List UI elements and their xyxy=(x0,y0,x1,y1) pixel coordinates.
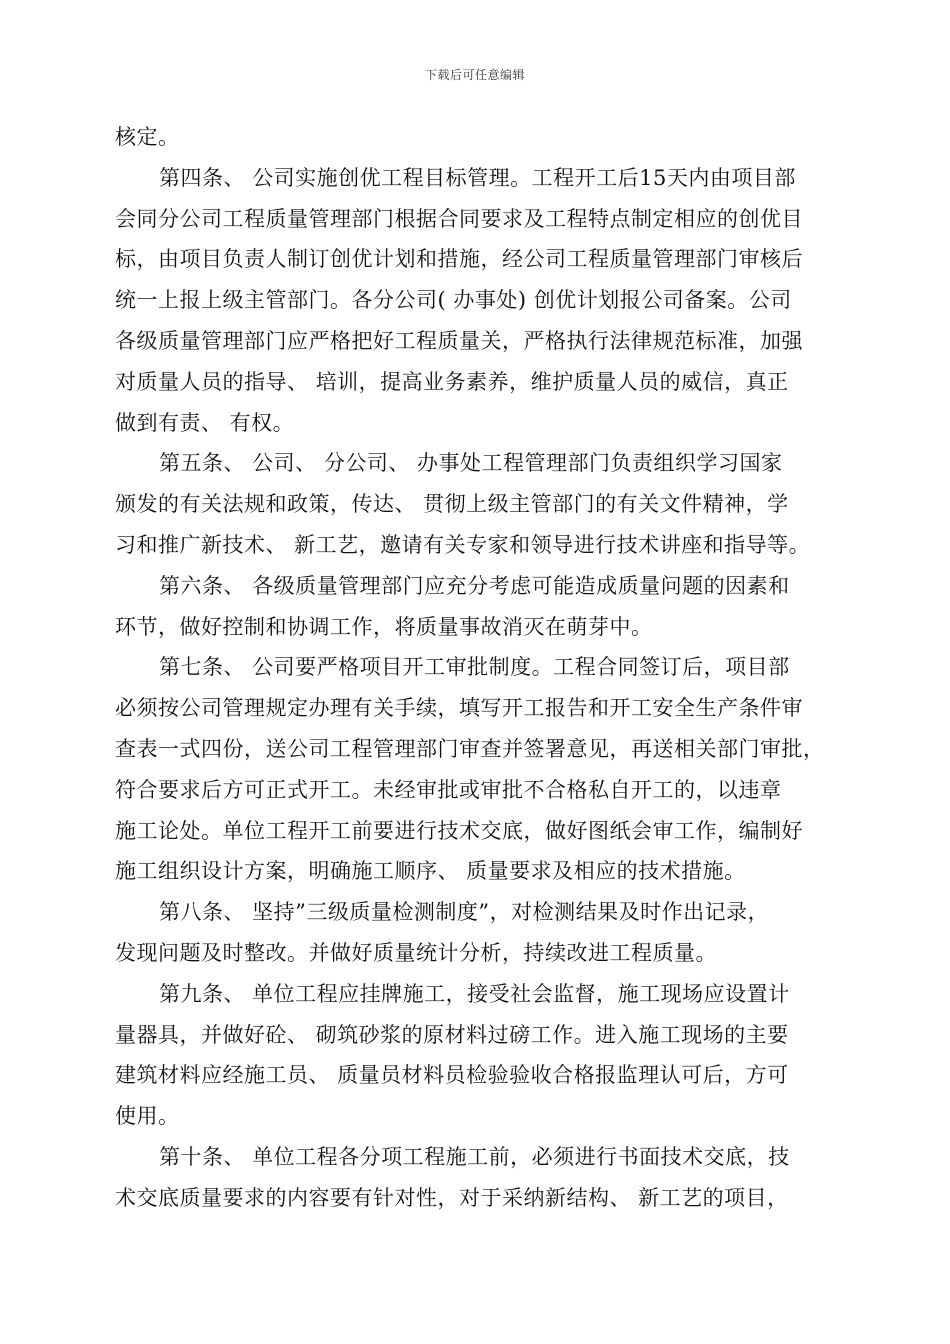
page-header-note: 下载后可任意编辑 xyxy=(424,68,525,82)
text-line: 标，由项目负责人制订创优计划和措施，经公司工程质量管理部门审核后 xyxy=(115,247,803,272)
text-line: 施工论处。单位工程开工前要进行技术交底，做好图纸会审工作，编制好 xyxy=(115,818,803,843)
text-line: 核定。 xyxy=(115,125,180,149)
text-line: 环节，做好控制和协调工作，将质量事故消灭在萌芽中。 xyxy=(115,614,653,639)
text-line: 各级质量管理部门应严格把好工程质量关，严格执行法律规范标准，加强 xyxy=(115,328,803,353)
text-line: 术交底质量要求的内容要有针对性，对于采纳新结构、 新工艺的项目， xyxy=(115,1185,789,1210)
text-line: 建筑材料应经施工员、 质量员材料员检验验收合格报监理认可后，方可 xyxy=(115,1063,789,1088)
text-line: 施工组织设计方案，明确施工顺序、 质量要求及相应的技术措施。 xyxy=(115,859,746,884)
article-start-line: 第九条、 单位工程应挂牌施工，接受社会监督，施工现场应设置计 xyxy=(159,981,790,1006)
article-start-line: 第六条、 各级质量管理部门应充分考虑可能造成质量问题的因素和 xyxy=(159,573,790,598)
document-body xyxy=(115,117,855,1219)
text-line: 对质量人员的指导、 培训，提高业务素养，维护质量人员的威信，真正 xyxy=(115,369,789,394)
article-start-line: 第七条、 公司要严格项目开工审批制度。工程合同签订后，项目部 xyxy=(159,655,790,680)
text-line: 使用。 xyxy=(115,1104,180,1129)
article-start-line: 第四条、 公司实施创优工程目标管理。工程开工后15天内由项目部 xyxy=(159,165,796,190)
text-line: 会同分公司工程质量管理部门根据合同要求及工程特点制定相应的创优目 xyxy=(115,206,803,231)
text-line: 量器具，并做好砼、 砌筑砂浆的原材料过磅工作。进入施工现场的主要 xyxy=(115,1022,789,1047)
text-line: 发现问题及时整改。并做好质量统计分析，持续改进工程质量。 xyxy=(115,940,717,965)
text-line: 习和推广新技术、 新工艺，邀请有关专家和领导进行技术讲座和指导等。 xyxy=(115,532,811,557)
text-line: 符合要求后方可正式开工。未经审批或审批不合格私自开工的，以违章 xyxy=(115,777,782,802)
text-line: 做到有责、 有权。 xyxy=(115,410,295,435)
text-line: 必须按公司管理规定办理有关手续，填写开工报告和开工安全生产条件审 xyxy=(115,696,803,721)
text-line: 查表一式四份，送公司工程管理部门审查并签署意见，再送相关部门审批， xyxy=(115,736,825,761)
article-start-line: 第五条、 公司、 分公司、 办事处工程管理部门负责组织学习国家 xyxy=(159,451,783,476)
text-line: 颁发的有关法规和政策，传达、 贯彻上级主管部门的有关文件精神，学 xyxy=(115,492,789,517)
article-start-line: 第十条、 单位工程各分项工程施工前，必须进行书面技术交底，技 xyxy=(159,1144,790,1169)
text-line: 统一上报上级主管部门。各分公司( 办事处) 创优计划报公司备案。公司 xyxy=(115,288,792,313)
article-start-line: 第八条、 坚持”三级质量检测制度”，对检测结果及时作出记录， xyxy=(159,900,770,925)
